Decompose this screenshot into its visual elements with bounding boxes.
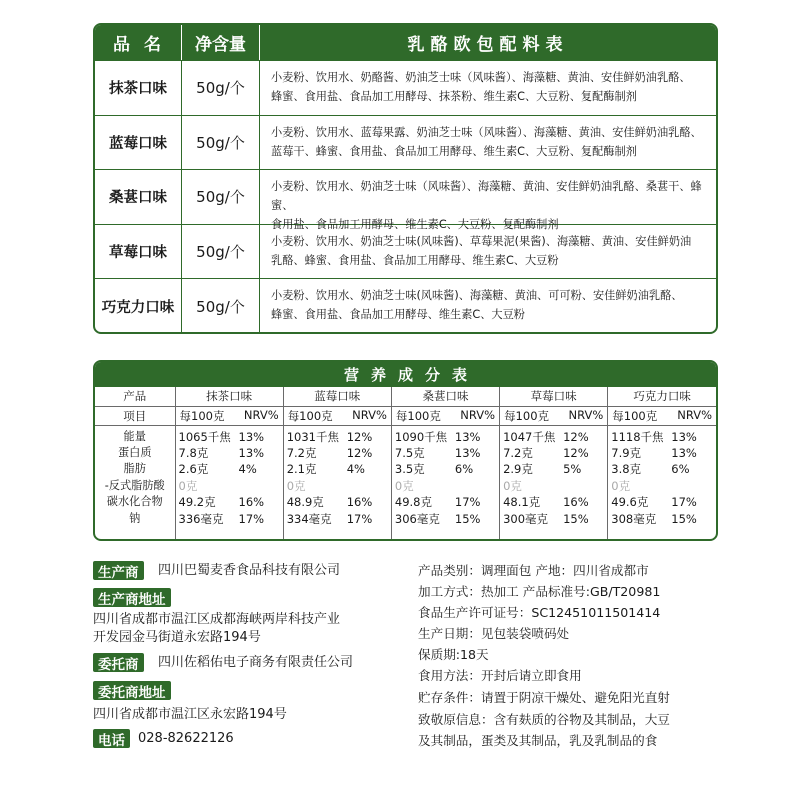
- per100-value: 3.8克: [611, 462, 642, 477]
- nutrient-value-row: [503, 461, 604, 477]
- ingredient-row: [95, 224, 716, 279]
- nrv-label: NRV%: [677, 407, 712, 422]
- per100-value: 0克: [394, 478, 414, 493]
- nutrient-value-row: [611, 494, 713, 510]
- nutrient-value-row: [395, 445, 496, 461]
- unit-cell: [608, 406, 716, 425]
- nrv-value: 4%: [238, 462, 257, 477]
- manufacturer-address-line: 开发园金马街道永宏路194号: [93, 630, 261, 645]
- nutrient-label: 钠: [129, 511, 141, 525]
- nrv-value: 16%: [563, 495, 589, 510]
- nutrient-value-row: [287, 511, 388, 527]
- shelf-life: 保质期:18天: [418, 647, 489, 662]
- nrv-value: 13%: [238, 429, 265, 444]
- storage-conditions: 贮存条件：请置于阴凉干燥处、避免阳光直射: [418, 690, 670, 705]
- nutrient-value-row: [287, 478, 388, 494]
- per100-value: 2.1克: [286, 462, 317, 477]
- unit-cell: [175, 406, 283, 425]
- flavor-header: 蓝莓口味: [283, 387, 391, 406]
- nrv-value: 16%: [238, 495, 265, 510]
- ingredient-list: [260, 170, 716, 232]
- nutrient-value-row: [179, 429, 280, 445]
- flavor-values: [608, 425, 716, 539]
- nrv-value: 17%: [346, 511, 373, 526]
- ingredient-line: 蜂蜜、食用盐、食品加工用酵母、抹茶粉、维生素C、大豆粉、复配酶制剂: [271, 90, 637, 103]
- nutrient-value-row: [395, 494, 496, 510]
- nutrient-value-row: [611, 511, 713, 527]
- product-category: 产品类别：调理面包 产地：四川省成都市: [418, 563, 649, 578]
- net-content: 50g/个: [182, 116, 260, 170]
- nrv-value: 13%: [671, 445, 697, 460]
- nutrient-value-row: [395, 511, 496, 527]
- per100-label: 每100克: [612, 408, 658, 423]
- ingredient-line: 食用盐、食品加工用酵母、维生素C、大豆粉、复配酶制剂: [271, 218, 559, 232]
- ingredient-line: 小麦粉、饮用水、奶油芝士味(风味酱)、草莓果泥(果酱)、海藻糖、黄油、安佳鲜奶油: [271, 234, 692, 248]
- nutrient-label: 脂肪: [123, 462, 146, 476]
- nutrient-value-row: [179, 461, 280, 477]
- production-date: 生产日期：见包装袋喷码处: [418, 626, 570, 641]
- nrv-value: 17%: [671, 495, 697, 510]
- nrv-value: 16%: [346, 495, 373, 510]
- nutrient-label: 碳水化合物: [106, 495, 163, 509]
- per100-value: 3.5克: [394, 462, 425, 477]
- nutrient-value-row: [287, 494, 388, 510]
- nrv-value: 15%: [671, 511, 697, 526]
- per100-value: 334毫克: [286, 511, 332, 526]
- flavor-name: 抹茶口味: [95, 61, 182, 115]
- unit-cell: [391, 406, 499, 425]
- per100-value: 336毫克: [178, 511, 224, 526]
- per100-value: 1031千焦: [286, 429, 339, 444]
- phone-label: 电话: [93, 729, 130, 748]
- nutrient-value-row: [395, 461, 496, 477]
- ingredients-table: [93, 23, 718, 334]
- per100-value: 308毫克: [611, 511, 657, 526]
- flavor-header: 抹茶口味: [175, 387, 283, 406]
- per100-value: 300毫克: [503, 511, 549, 526]
- nutrient-value-row: [287, 461, 388, 477]
- nrv-label: NRV%: [460, 407, 496, 422]
- nutrient-value-row: [503, 445, 604, 461]
- nutrient-values-row: [95, 425, 716, 539]
- per100-label: 每100克: [504, 408, 550, 423]
- usage-method: 食用方法：开封后请立即食用: [418, 668, 582, 683]
- nutrient-value-row: [503, 511, 604, 527]
- ingredient-list: [260, 116, 716, 170]
- nutrient-label: 蛋白质: [117, 445, 152, 459]
- entrusted-name: 四川佐稻佑电子商务有限责任公司: [158, 655, 354, 670]
- per100-value: 7.2克: [503, 445, 533, 460]
- nutrient-value-row: [179, 494, 280, 510]
- nutrient-value-row: [395, 478, 496, 494]
- nrv-value: 6%: [671, 462, 690, 477]
- nutrient-value-row: [611, 461, 713, 477]
- nrv-value: 13%: [238, 445, 265, 460]
- per100-value: 48.1克: [503, 495, 541, 510]
- nrv-value: 4%: [346, 462, 365, 477]
- nutrition-title: 营养成分表: [95, 362, 716, 387]
- flavor-values: [175, 425, 283, 539]
- per100-value: 7.9克: [611, 445, 642, 460]
- ingredient-line: 小麦粉、饮用水、奶酪酱、奶油芝士味（风味酱）、海藻糖、黄油、安佳鲜奶油乳酪、: [271, 71, 691, 84]
- nutrient-value-row: [611, 445, 713, 461]
- ingredient-line: 乳酪、蜂蜜、食用盐、食品加工用酵母、维生素C、大豆粉: [271, 253, 559, 267]
- header-name: 品名: [95, 25, 182, 60]
- ingredient-line: 小麦粉、饮用水、奶油芝士味(风味酱)、海藻糖、黄油、可可粉、安佳鲜奶油乳酪、: [271, 289, 683, 303]
- per100-value: 306毫克: [394, 511, 440, 526]
- nutrient-value-row: [611, 429, 713, 445]
- nrv-value: 15%: [454, 511, 481, 526]
- flavor-name: 巧克力口味: [95, 279, 182, 333]
- per100-value: 2.9克: [503, 462, 533, 477]
- nutrient-value-row: [179, 478, 280, 494]
- ingredient-list: [260, 225, 716, 279]
- nrv-value: 12%: [563, 445, 589, 460]
- nrv-value: 12%: [346, 429, 373, 444]
- nutrient-label: -反式脂肪酸: [104, 478, 165, 492]
- product-label: 产品: [95, 387, 175, 406]
- nrv-value: 12%: [346, 445, 373, 460]
- nrv-label: NRV%: [352, 407, 387, 422]
- ingredient-row: [95, 115, 716, 170]
- per100-label: 每100克: [179, 408, 225, 423]
- per100-value: 0克: [503, 478, 522, 493]
- production-license: 食品生产许可证号：SC12451011501414: [418, 605, 661, 620]
- entrusted-address-label: 委托商地址: [93, 681, 171, 700]
- flavor-header: 巧克力口味: [608, 387, 716, 406]
- ingredient-line: 小麦粉、饮用水、蓝莓果露、奶油芝士味（风味酱）、海藻糖、黄油、安佳鲜奶油乳酪、: [271, 125, 702, 139]
- nrv-value: 17%: [454, 495, 481, 510]
- ingredient-line: 小麦粉、饮用水、奶油芝士味（风味酱）、海藻糖、黄油、安佳鲜奶油乳酪、桑葚干、蜂蜜、: [271, 180, 702, 213]
- phone-number: 028-82622126: [138, 731, 234, 746]
- ingredient-line: 蓝莓干、蜂蜜、食用盐、食品加工用酵母、维生素C、大豆粉、复配酶制剂: [271, 144, 637, 158]
- entrusted-address: 四川省成都市温江区永宏路194号: [93, 707, 287, 722]
- allergen-info: 致敬原信息：含有麸质的谷物及其制品，大豆: [418, 712, 670, 727]
- ingredient-row: [95, 60, 716, 115]
- nrv-label: NRV%: [243, 407, 279, 422]
- net-content: 50g/个: [182, 61, 260, 115]
- net-content: 50g/个: [182, 225, 260, 279]
- flavor-header-row: [95, 387, 716, 406]
- per100-value: 7.2克: [286, 445, 317, 460]
- flavor-header: 桑葚口味: [391, 387, 499, 406]
- per100-value: 7.8克: [178, 445, 209, 460]
- ingredient-row: [95, 169, 716, 232]
- nrv-value: 15%: [563, 511, 589, 526]
- nutrient-value-row: [503, 478, 604, 494]
- nutrient-value-row: [395, 429, 496, 445]
- nrv-label: NRV%: [568, 407, 604, 422]
- nutrient-label: 能量: [123, 429, 146, 443]
- manufacturer-address-label: 生产商地址: [93, 588, 171, 607]
- ingredients-header: [95, 25, 716, 60]
- unit-cell: [500, 406, 608, 425]
- manufacturer-name: 四川巴蜀麦香食品科技有限公司: [158, 563, 341, 578]
- nutrition-table: [93, 360, 718, 541]
- flavor-name: 蓝莓口味: [95, 116, 182, 170]
- net-content: 50g/个: [182, 170, 260, 224]
- nrv-value: 13%: [671, 429, 697, 444]
- header-net: 净含量: [182, 25, 260, 60]
- per100-value: 49.6克: [611, 495, 649, 510]
- per100-value: 1047千焦: [503, 429, 556, 444]
- per100-value: 0克: [178, 478, 198, 493]
- unit-cell: [283, 406, 391, 425]
- unit-header-row: [95, 406, 716, 425]
- manufacturer-label: 生产商: [93, 561, 144, 580]
- flavor-header: 草莓口味: [500, 387, 608, 406]
- per100-value: 7.5克: [394, 445, 425, 460]
- manufacturer-address-line: 四川省成都市温江区成都海峡两岸科技产业: [93, 612, 341, 627]
- per100-value: 49.8克: [394, 495, 432, 510]
- nutrient-labels: [95, 425, 175, 539]
- ingredient-row: [95, 278, 716, 333]
- nutrition-grid: [95, 387, 716, 540]
- nutrient-value-row: [503, 429, 604, 445]
- ingredients-title: 乳酪欧包配料表: [407, 35, 569, 55]
- nutrient-value-row: [287, 445, 388, 461]
- nutrient-value-row: [287, 429, 388, 445]
- nrv-value: 17%: [238, 511, 265, 526]
- entrusted-label: 委托商: [93, 653, 144, 672]
- nrv-value: 5%: [563, 462, 582, 477]
- per100-value: 1065千焦: [178, 429, 231, 444]
- per100-value: 2.6克: [178, 462, 209, 477]
- per100-value: 0克: [286, 478, 306, 493]
- nutrient-value-row: [179, 511, 280, 527]
- nutrient-value-row: [503, 494, 604, 510]
- flavor-values: [500, 425, 608, 539]
- nrv-value: 13%: [454, 445, 481, 460]
- nutrient-value-row: [179, 445, 280, 461]
- allergen-info: 及其制品，蛋类及其制品，乳及乳制品的食: [418, 733, 658, 748]
- processing-method: 加工方式：热加工 产品标准号:GB/T20981: [418, 584, 661, 599]
- flavor-name: 桑葚口味: [95, 170, 182, 224]
- per100-value: 1090千焦: [394, 429, 448, 444]
- ingredient-list: [260, 61, 716, 115]
- per100-label: 每100克: [287, 408, 333, 423]
- nrv-value: 6%: [454, 462, 474, 477]
- per100-value: 0克: [611, 478, 631, 493]
- nutrient-value-row: [611, 478, 713, 494]
- per100-label: 每100克: [395, 408, 441, 423]
- per100-value: 48.9克: [286, 495, 324, 510]
- flavor-name: 草莓口味: [95, 225, 182, 279]
- ingredient-list: [260, 279, 716, 333]
- flavor-values: [391, 425, 499, 539]
- item-label: 项目: [95, 406, 175, 425]
- nrv-value: 13%: [454, 429, 481, 444]
- nrv-value: 12%: [563, 429, 589, 444]
- net-content: 50g/个: [182, 279, 260, 333]
- ingredient-line: 蜂蜜、食用盐、食品加工用酵母、维生素C、大豆粉: [271, 308, 525, 322]
- per100-value: 49.2克: [178, 495, 216, 510]
- per100-value: 1118千焦: [611, 429, 664, 444]
- flavor-values: [283, 425, 391, 539]
